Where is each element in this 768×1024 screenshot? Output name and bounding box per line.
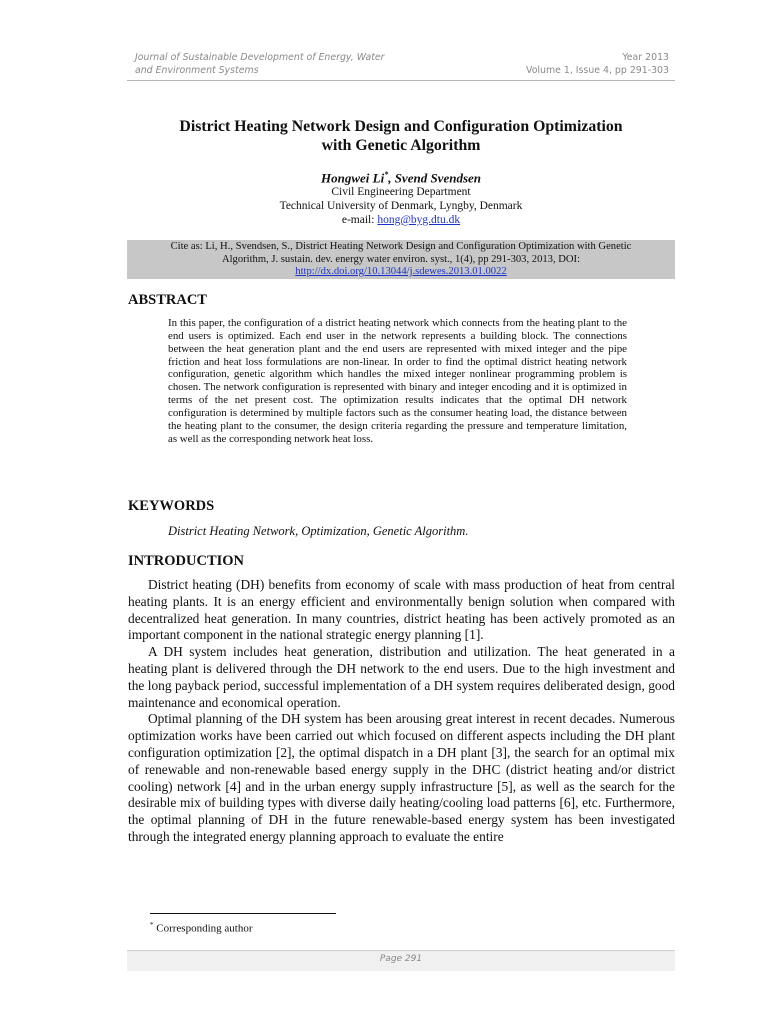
email-line: e-mail: hong@byg.dtu.dk bbox=[341, 214, 461, 226]
email-link[interactable]: hong@byg.dtu.dk bbox=[377, 214, 461, 226]
page-footer bbox=[127, 950, 675, 971]
journal-name: Journal of Sustainable Development of Energy, Water and Environment Systems bbox=[135, 52, 385, 76]
footnote-rule bbox=[150, 913, 336, 914]
author-1: Hongwei Li bbox=[320, 170, 385, 186]
author-line bbox=[127, 170, 675, 186]
paragraph: A DH system includes heat generation, distribution and utilization. The heat generated in a heating plant is delivered through the DH network to the end users. Due to the high investment and the long payback period, successful implementation of a DH system requires deliberated design, good maintenance and economical operation. bbox=[128, 644, 675, 710]
citation-box: Cite as: Li, H., Svendsen, S., District Heating Network Design and Configuration Optimization with Genetic Algorithm, J. sustain. dev. energy water environ. syst., 1(4), pp 291-303, 2013, DOI: http://dx.doi.org/10.13044/j.sdewes.2013.01.0022 bbox=[127, 240, 675, 279]
affiliation bbox=[127, 185, 675, 227]
paragraph: Optimal planning of the DH system has been arousing great interest in recent decades. Numerous optimization works have been carried out which focused on different aspects including the DH plant configuration optimization [2], the optimal dispatch in a DH plant [3], the search for an optimal mix of renewable and non-renewable based energy supply in the DHC (district heating and/or district cooling) network [4] and in the urban energy supply infrastructure [5], as well as the search for the desirable mix of building types with diverse daily heating/cooling load patterns [6], etc. Furthermore, the optimal planning of DH in the future renewable-based energy system has been investigated through the integrated energy planning approach to evaluate the entire bbox=[128, 711, 675, 844]
paper-title: District Heating Network Design and Configuration Optimization with Genetic Algorithm bbox=[179, 118, 623, 154]
doi-link[interactable]: http://dx.doi.org/10.13044/j.sdewes.2013.01.0022 bbox=[295, 266, 507, 277]
keywords-text: District Heating Network, Optimization, Genetic Algorithm. bbox=[168, 524, 469, 538]
abstract-heading: ABSTRACT bbox=[128, 292, 207, 308]
abstract-text: In this paper, the configuration of a district heating network which connects from the heating plant to the end users is optimized. Each end user in the network represents a building block. The connections between the heat generation plant and the end users are represented with mixed integer and the pipe friction and heat loss formulations are non-linear. In order to find the optimal district heating network configuration, genetic algorithm which handles the mixed integer nonlinear programming problem is chosen. The network configuration is represented with binary and integer encoding and it is optimized in terms of the net present cost. The optimization results indicates that the optimal DH network configuration is determined by multiple factors such as the consumer heating load, the distance between the heating plant to the consumer, the design criteria regarding the pressure and temperature limitation, as well as the corresponding network heat loss. bbox=[168, 317, 627, 445]
paragraph: District heating (DH) benefits from economy of scale with mass production of heat from central heating plants. It is an energy efficient and environmentally benign solution when compared with decentralized heat generation. In many countries, district heating has been actively promoted as an important component in the national strategic energy planning [1]. bbox=[128, 577, 675, 643]
introduction-body bbox=[128, 577, 675, 846]
introduction-heading: INTRODUCTION bbox=[128, 553, 245, 569]
author-2: , Svend Svendsen bbox=[388, 170, 481, 186]
page-number: Page 291 bbox=[379, 954, 423, 964]
keywords-heading: KEYWORDS bbox=[128, 498, 215, 514]
running-header bbox=[127, 50, 675, 81]
department: Civil Engineering Department bbox=[331, 186, 471, 198]
corresponding-marker: * bbox=[384, 170, 389, 179]
issue-info: Year 2013 Volume 1, Issue 4, pp 291-303 bbox=[526, 52, 669, 76]
footnote: * Corresponding author bbox=[150, 921, 253, 935]
university: Technical University of Denmark, Lyngby, Denmark bbox=[279, 200, 523, 212]
